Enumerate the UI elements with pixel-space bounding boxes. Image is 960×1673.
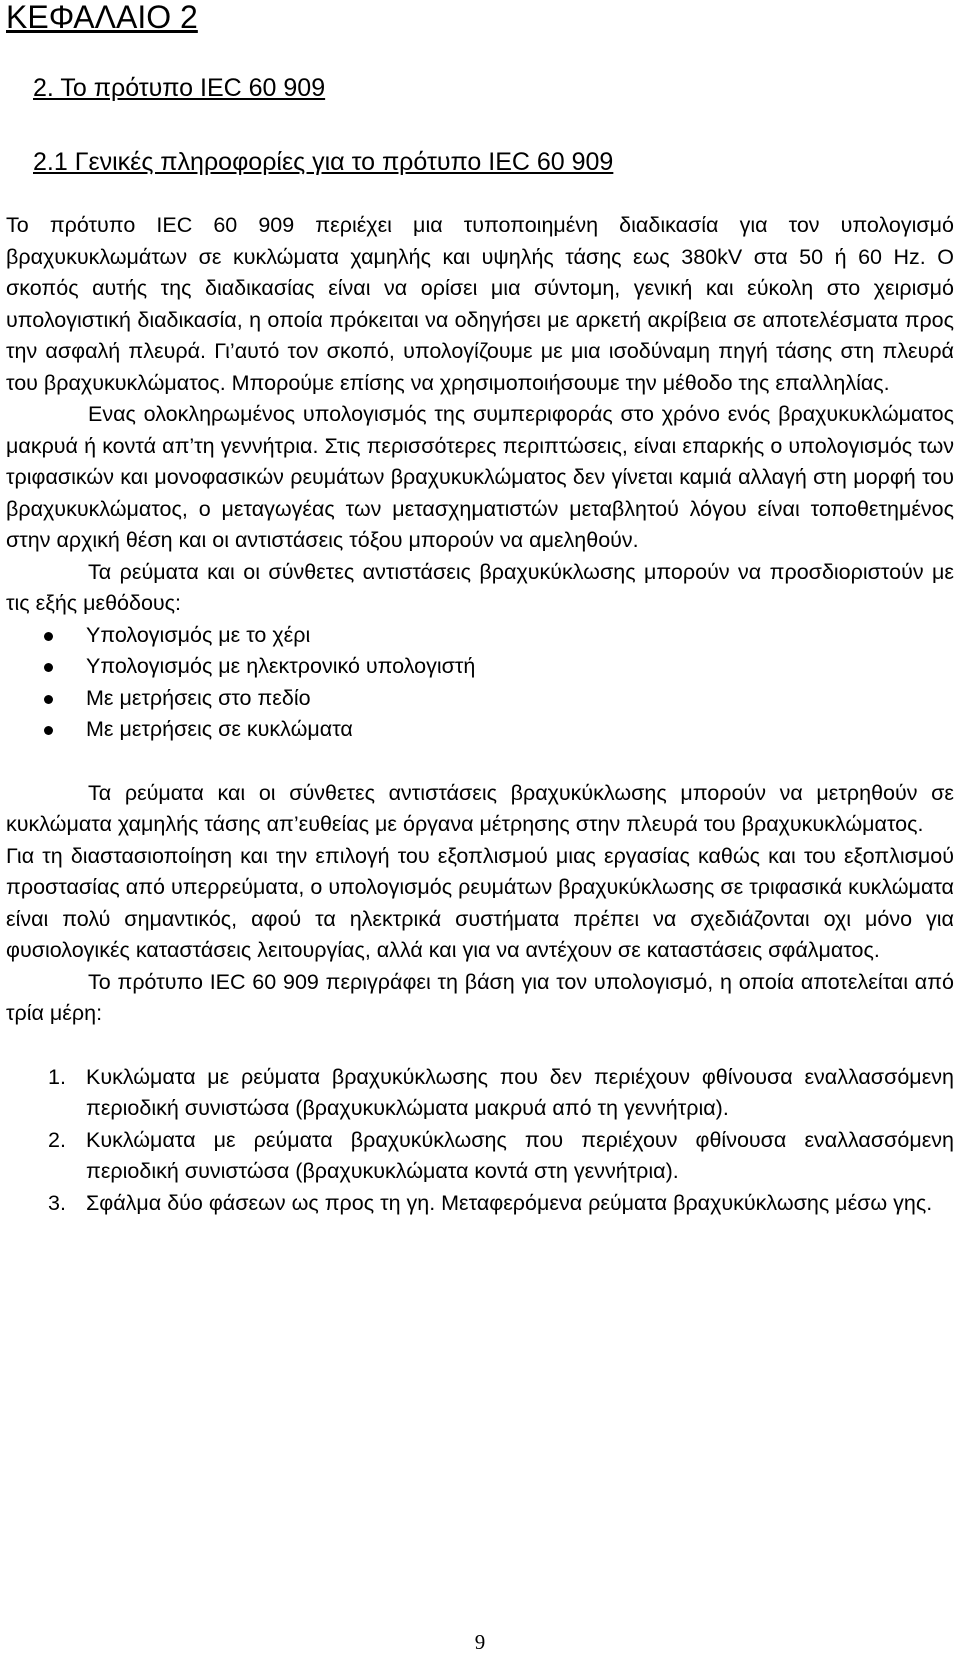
list-item: Υπολογισμός με ηλεκτρονικό υπολογιστή bbox=[6, 651, 954, 683]
list-item: Υπολογισμός με το χέρι bbox=[6, 620, 954, 652]
body-text bbox=[6, 210, 954, 1219]
paragraph-measurement: Τα ρεύματα και οι σύνθετες αντιστάσεις βραχυκύκλωσης μπορούν να μετρηθούν σε κυκλώματα χαμηλής τάσης απ’ευθείας με όργανα μέτρησης στην πλευρά του βραχυκυκλώματος. bbox=[6, 780, 954, 836]
section-title: 2. Το πρότυπο IEC 60 909 bbox=[33, 74, 326, 102]
paragraph-calculation: Ενας ολοκληρωμένος υπολογισμός της συμπεριφοράς στο χρόνο ενός βραχυκυκλώματος μακρυά ή κοντά απ’τη γεννήτρια. Στις περισσότερες περιπτώσεις, είναι επαρκής ο υπολογισμός των τριφασικών και μονοφασικών ρευμάτων βραχυκυκλώματος δεν γίνεται καμιά αλλαγή στη μορφή του βραχυκυκλώματος, ο μεταγωγέας των μετασχηματιστών μεταβλητού λόγου είναι τοποθετημένος στην αρχική θέση και οι αντιστάσεις τόξου μπορούν να αμεληθούν. bbox=[6, 402, 954, 552]
bullet-icon bbox=[44, 663, 53, 672]
subsection-title: 2.1 Γενικές πληροφορίες για το πρότυπο IEC 60 909 bbox=[33, 148, 614, 176]
list-item: 1. Κυκλώματα με ρεύματα βραχυκύκλωσης που δεν περιέχουν φθίνουσα εναλλασσόμενη περιοδική συνιστώσα (βραχυκυκλώματα μακρυά από τη γεννήτρια). bbox=[48, 1064, 954, 1120]
list-item: Με μετρήσεις σε κυκλώματα bbox=[6, 714, 954, 746]
methods-list bbox=[6, 620, 954, 746]
paragraph-methods-intro: Τα ρεύματα και οι σύνθετες αντιστάσεις βραχυκύκλωσης μπορούν να προσδιοριστούν με τις εξής μεθόδους: bbox=[6, 559, 954, 615]
bullet-icon bbox=[44, 726, 53, 735]
chapter-title: ΚΕΦΑΛΑΙΟ 2 bbox=[6, 0, 198, 35]
page-number: 9 bbox=[474, 1630, 486, 1654]
list-item: Με μετρήσεις στο πεδίο bbox=[6, 683, 954, 715]
paragraph-dimensioning: Για τη διαστασιοποίηση και την επιλογή του εξοπλισμού μιας εργασίας καθώς και του εξοπλισμού προστασίας από υπερρεύματα, ο υπολογισμός ρευμάτων βραχυκύκλωσης σε τριφασικά κυκλώματα είναι πολύ σημαντικός, αφού τα ηλεκτρικά συστήματα πρέπει να σχεδιάζονται οχι μόνο για φυσιολογικές καταστάσεις λειτουργίας, αλλά και για να αντέχουν σε καταστάσεις σφάλματος. bbox=[6, 843, 954, 962]
parts-list bbox=[6, 1062, 954, 1220]
bullet-icon bbox=[44, 632, 53, 641]
bullet-icon bbox=[44, 695, 53, 704]
spacer bbox=[6, 746, 954, 778]
list-item: 2. Κυκλώματα με ρεύματα βραχυκύκλωσης που περιέχουν φθίνουσα εναλλασσόμενη περιοδική συνιστώσα (βραχυκυκλώματα κοντά στη γεννήτρια). bbox=[48, 1127, 954, 1183]
paragraph-parts-intro: Το πρότυπο IEC 60 909 περιγράφει τη βάση για τον υπολογισμό, η οποία αποτελείται από τρία μέρη: bbox=[6, 969, 954, 1025]
spacer bbox=[6, 1030, 954, 1062]
paragraph-intro: Το πρότυπο IEC 60 909 περιέχει μια τυποποιημένη διαδικασία για τον υπολογισμό βραχυκυκλωμάτων σε κυκλώματα χαμηλής και υψηλής τάσης εως 380kV στα 50 ή 60 Hz. Ο σκοπός αυτής της διαδικασίας είναι να ορίσει μια σύντομη, γενική και εύκολη στο χειρισμό υπολογιστική διαδικασία, η οποία πρόκειται να οδηγήσει με αρκετή ακρίβεια σε αποτελέσματα προς την ασφαλή πλευρά. Γι’αυτό τον σκοπό, υπολογίζουμε με μια ισοδύναμη πηγή τάσης στη πλευρά του βραχυκυκλώματος. Μπορούμε επίσης να χρησιμοποιήσουμε την μέθοδο της επαλληλίας. bbox=[6, 213, 954, 395]
list-item: 3. Σφάλμα δύο φάσεων ως προς τη γη. Μεταφερόμενα ρεύματα βραχυκύκλωσης μέσω γης. bbox=[48, 1190, 933, 1215]
